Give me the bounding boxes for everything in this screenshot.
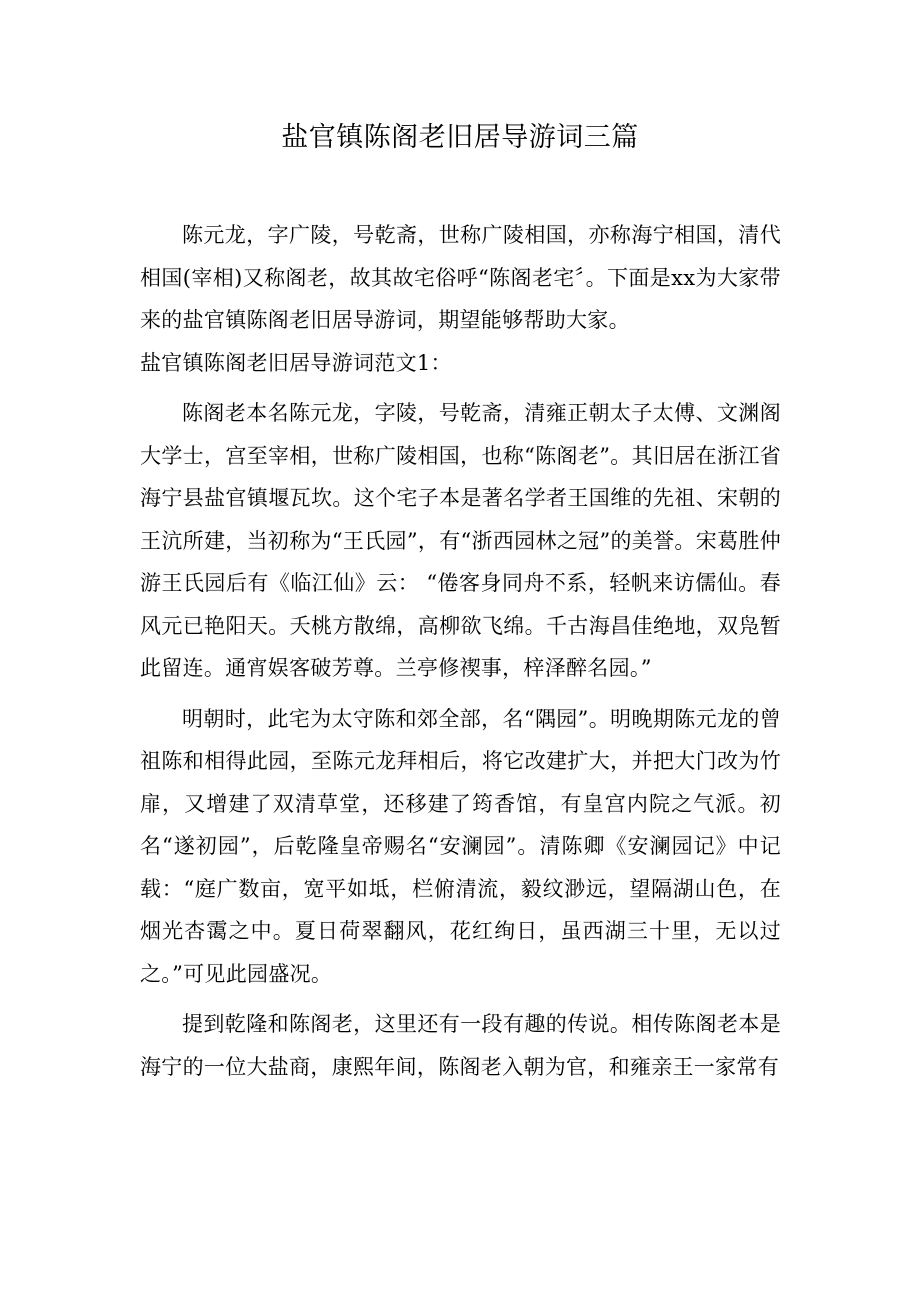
body-paragraph-3: 提到乾隆和陈阁老，这里还有一段有趣的传说。相传陈阁老本是海宁的一位大盐商，康熙年间，陈阁老入朝为官，和雍亲王一家常有 xyxy=(140,1012,781,1079)
section-heading: 盐官镇陈阁老旧居导游词范文1： xyxy=(140,350,452,375)
intro-paragraph: 陈元龙，字广陵，号乾斋，世称广陵相国，亦称海宁相国，清代相国(宰相)又称阁老，故其故宅俗呼“陈阁老宅〞。下面是xx为大家带来的盐官镇陈阁老旧居导游词，期望能够帮助大家。 xyxy=(140,223,781,332)
document-title: 盐官镇陈阁老旧居导游词三篇 xyxy=(281,122,639,153)
body-paragraph-2: 明朝时，此宅为太守陈和郊全部，名“隅园”。明晚期陈元龙的曾祖陈和相得此园，至陈元龙拜相后，将它改建扩大，并把大门改为竹扉，又增建了双清草堂，还移建了筠香馆，有皇宫内院之气派。初名“遂初园”，后乾隆皇帝赐名“安澜园”。清陈卿《安澜园记》中记载：“庭广数亩，宽平如坻，栏俯清流，毅纹渺远，望隔湖山色，在烟光杏霭之中。夏日荷翠翻风，花红绚日，虽西湖三十里，无以过之。”可见此园盛况。 xyxy=(140,706,781,986)
document-body xyxy=(140,214,781,1088)
body-paragraph-1: 陈阁老本名陈元龙，字陵，号乾斋，清雍正朝太子太傅、文渊阁大学士，宫至宰相，世称广陵相国，也称“陈阁老”。其旧居在浙江省海宁县盐官镇堰瓦坎。这个宅子本是著名学者王国维的先祖、宋朝的王沆所建，当初称为“王氏园”，有“浙西园林之冠”的美誉。宋葛胜仲游王氏园后有《临江仙》云： “倦客身同舟不系，轻帆来访儒仙。春风元已艳阳天。夭桃方散绵，高柳欲飞绵。千古海昌佳绝地，双凫暂此留连。通宵娱客破芳尊。兰亭修禊事，梓泽醉名园。” xyxy=(140,401,781,680)
